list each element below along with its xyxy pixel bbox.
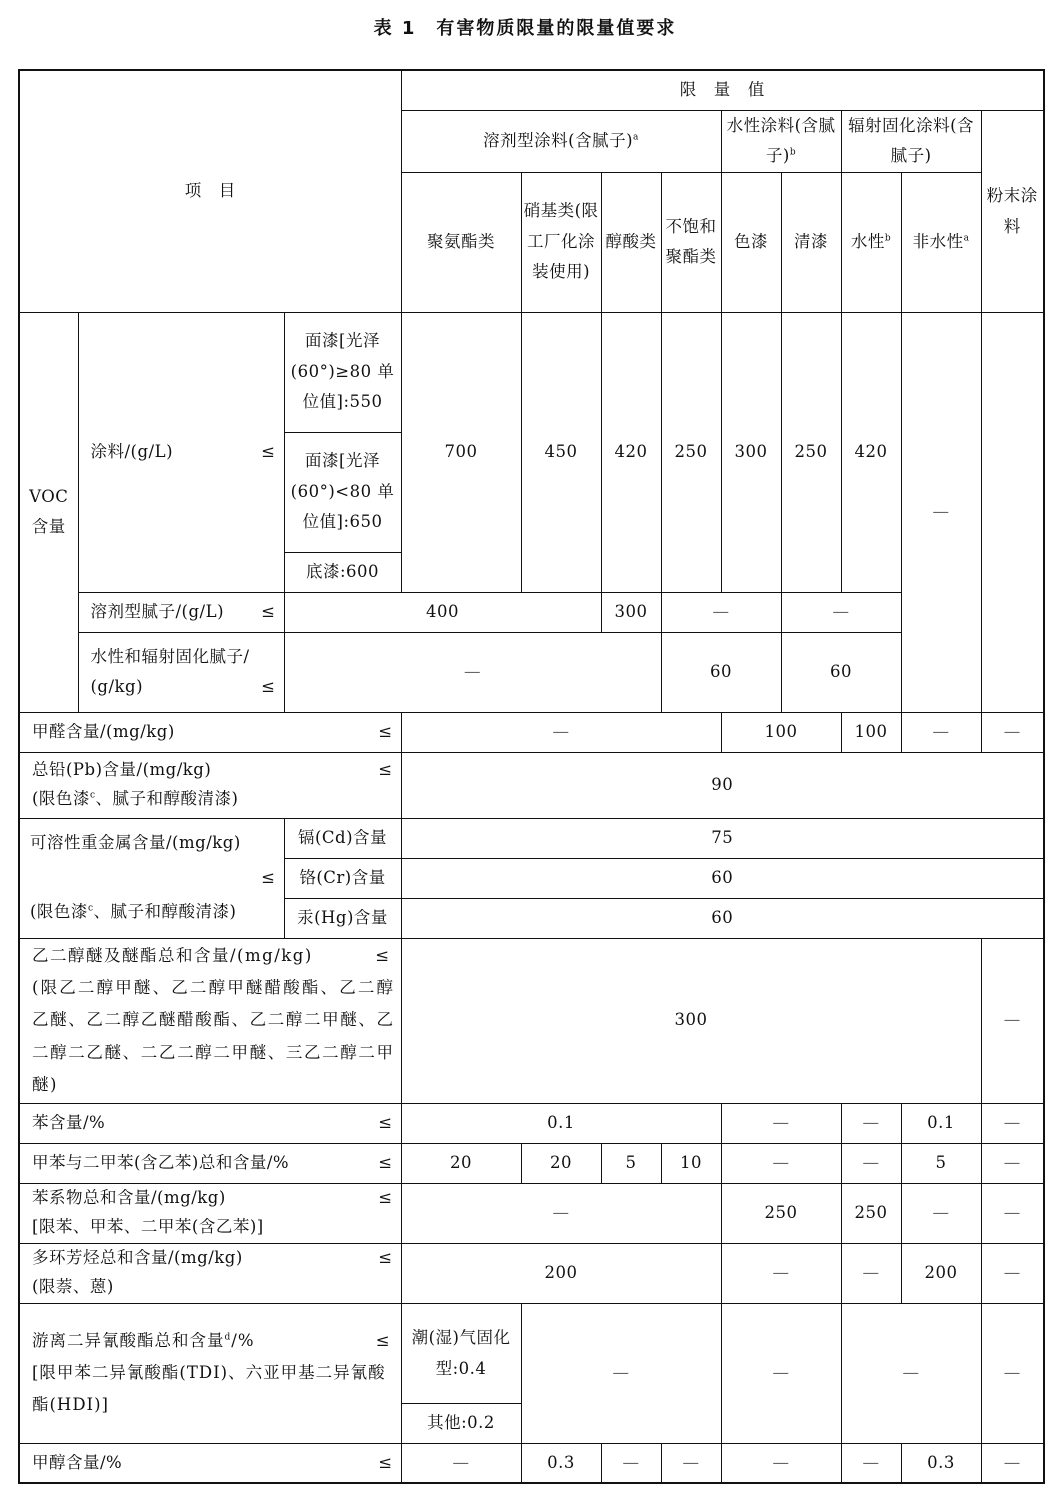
voc-putty-a: 400 — [284, 592, 601, 632]
voc-coating-label: 涂料/(g/L) ≤ — [78, 312, 284, 592]
formaldehyde-solvent: — — [401, 712, 721, 752]
header-pu: 聚氨酯类 — [401, 172, 521, 312]
header-powder: 粉末涂料 — [981, 110, 1044, 312]
voc-powder: — — [901, 312, 981, 712]
benzenes-waterborne: 250 — [841, 1183, 901, 1243]
isocyanate-other-solvent: — — [521, 1303, 721, 1443]
header-unsat: 不饱和聚酯类 — [661, 172, 721, 312]
pah-label: 多环芳烃总和含量/(mg/kg) ≤ (限萘、蒽) — [19, 1243, 401, 1303]
heavy-cd-label: 镉(Cd)含量 — [284, 818, 401, 858]
isocyanate-moist: 潮(湿)气固化型:0.4 — [401, 1303, 521, 1403]
formaldehyde-waterborne: 100 — [841, 712, 901, 752]
isocyanate-powder: — — [981, 1303, 1044, 1443]
voc-putty-label: 溶剂型腻子/(g/L) ≤ — [78, 592, 284, 632]
isocyanate-other: 其他:0.2 — [401, 1403, 521, 1443]
benzene-nonwater: 0.1 — [901, 1103, 981, 1143]
header-waterborne: 水性$^b$ — [841, 172, 901, 312]
pah-nonwater: 200 — [901, 1243, 981, 1303]
voc-label: VOC含量 — [19, 312, 78, 712]
header-color-paint: 色漆 — [721, 172, 781, 312]
benzenes-label: 苯系物总和含量/(mg/kg) ≤ [限苯、甲苯、二甲苯(含乙苯)] — [19, 1183, 401, 1243]
header-nonwater: 非水性$^a$ — [901, 172, 981, 312]
methanol-label: 甲醇含量/% ≤ — [19, 1443, 401, 1483]
heavy-cr-label: 铬(Cr)含量 — [284, 858, 401, 898]
header-solvent: 溶剂型涂料(含腻子)$^a$ — [401, 110, 721, 172]
heavy-label: 可溶性重金属含量/(mg/kg) ≤ (限色漆$^c$、腻子和醇酸清漆) — [19, 818, 284, 938]
table-title: 表 1 有害物质限量的限量值要求 — [373, 18, 677, 39]
benzenes-powder: — — [981, 1183, 1044, 1243]
toluene-unsat: 10 — [661, 1143, 721, 1183]
voc-wputty-rad: 60 — [781, 632, 901, 712]
header-alkyd: 醇酸类 — [601, 172, 661, 312]
isocyanate-rad: — — [841, 1303, 981, 1443]
formaldehyde-powder: — — [981, 712, 1044, 752]
header-limit: 限 量 值 — [401, 70, 1044, 110]
toluene-nitro: 20 — [521, 1143, 601, 1183]
benzene-powder: — — [981, 1103, 1044, 1143]
voc-putty-rad: — — [781, 592, 901, 632]
pah-waterborne: — — [841, 1243, 901, 1303]
formaldehyde-nonwater: — — [901, 712, 981, 752]
glycol-value: 300 — [401, 938, 981, 1103]
benzene-label: 苯含量/% ≤ — [19, 1103, 401, 1143]
methanol-nonwater: 0.3 — [901, 1443, 981, 1483]
voc-wputty-water: 60 — [661, 632, 781, 712]
header-nitro: 硝基类(限工厂化涂装使用) — [521, 172, 601, 312]
voc-topcoat-high: 面漆[光泽(60°)≥80 单位值]:550 — [284, 312, 401, 432]
lead-label: 总铅(Pb)含量/(mg/kg) ≤ (限色漆$^c$、腻子和醇酸清漆) — [19, 752, 401, 818]
voc-nonwater: 420 — [841, 312, 901, 592]
voc-wputty-solvent: — — [284, 632, 661, 712]
isocyanate-water: — — [721, 1303, 841, 1443]
toluene-powder: — — [981, 1143, 1044, 1183]
benzenes-nonwater: — — [901, 1183, 981, 1243]
benzene-waterborne: — — [841, 1103, 901, 1143]
voc-color-paint: 250 — [661, 312, 721, 592]
toluene-water: — — [721, 1143, 841, 1183]
voc-primer: 底漆:600 — [284, 552, 401, 592]
voc-putty-b: 300 — [601, 592, 661, 632]
header-clear: 清漆 — [781, 172, 841, 312]
pah-powder: — — [981, 1243, 1044, 1303]
header-item: 项 目 — [19, 70, 401, 312]
toluene-nonwater: 5 — [901, 1143, 981, 1183]
glycol-powder: — — [981, 938, 1044, 1103]
voc-nitro: 700 — [401, 312, 521, 592]
lead-value: 90 — [401, 752, 1044, 818]
pah-solvent: 200 — [401, 1243, 721, 1303]
heavy-cd-value: 75 — [401, 818, 1044, 858]
voc-unsat: 420 — [601, 312, 661, 592]
voc-putty-water: — — [661, 592, 781, 632]
methanol-powder: — — [981, 1443, 1044, 1483]
header-radiation: 辐射固化涂料(含腻子) — [841, 110, 981, 172]
voc-alkyd: 450 — [521, 312, 601, 592]
voc-clear: 300 — [721, 312, 781, 592]
benzene-water: — — [721, 1103, 841, 1143]
toluene-waterborne: — — [841, 1143, 901, 1183]
benzene-solvent: 0.1 — [401, 1103, 721, 1143]
heavy-cr-value: 60 — [401, 858, 1044, 898]
limits-table — [18, 69, 1045, 1484]
methanol-waterborne: — — [841, 1443, 901, 1483]
methanol-pu: — — [401, 1443, 521, 1483]
toluene-label: 甲苯与二甲苯(含乙苯)总和含量/% ≤ — [19, 1143, 401, 1183]
voc-waterborne: 250 — [781, 312, 841, 592]
methanol-nitro: 0.3 — [521, 1443, 601, 1483]
methanol-water: — — [721, 1443, 841, 1483]
toluene-alkyd: 5 — [601, 1143, 661, 1183]
isocyanate-label: 游离二异氰酸酯总和含量$^d$/% ≤ [限甲苯二异氰酸酯(TDI)、六亚甲基二异氰酸酯(HDI)] — [19, 1303, 401, 1443]
methanol-alkyd: — — [601, 1443, 661, 1483]
formaldehyde-water: 100 — [721, 712, 841, 752]
voc-topcoat-low: 面漆[光泽(60°)<80 单位值]:650 — [284, 432, 401, 552]
methanol-unsat: — — [661, 1443, 721, 1483]
heavy-hg-label: 汞(Hg)含量 — [284, 898, 401, 938]
header-water: 水性涂料(含腻子)$^b$ — [721, 110, 841, 172]
voc-wputty-label: 水性和辐射固化腻子/ (g/kg) ≤ — [78, 632, 284, 712]
benzenes-solvent: — — [401, 1183, 721, 1243]
formaldehyde-label: 甲醛含量/(mg/kg) ≤ — [19, 712, 401, 752]
pah-water: — — [721, 1243, 841, 1303]
benzenes-water: 250 — [721, 1183, 841, 1243]
toluene-pu: 20 — [401, 1143, 521, 1183]
glycol-label: 乙二醇醚及醚酯总和含量/(mg/kg) ≤ (限乙二醇甲醚、乙二醇甲醚醋酸酯、乙二醇乙醚、乙二醇乙醚醋酸酯、乙二醇二甲醚、乙二醇二乙醚、二乙二醇二甲醚、三乙二醇二甲醚) — [19, 938, 401, 1103]
heavy-hg-value: 60 — [401, 898, 1044, 938]
